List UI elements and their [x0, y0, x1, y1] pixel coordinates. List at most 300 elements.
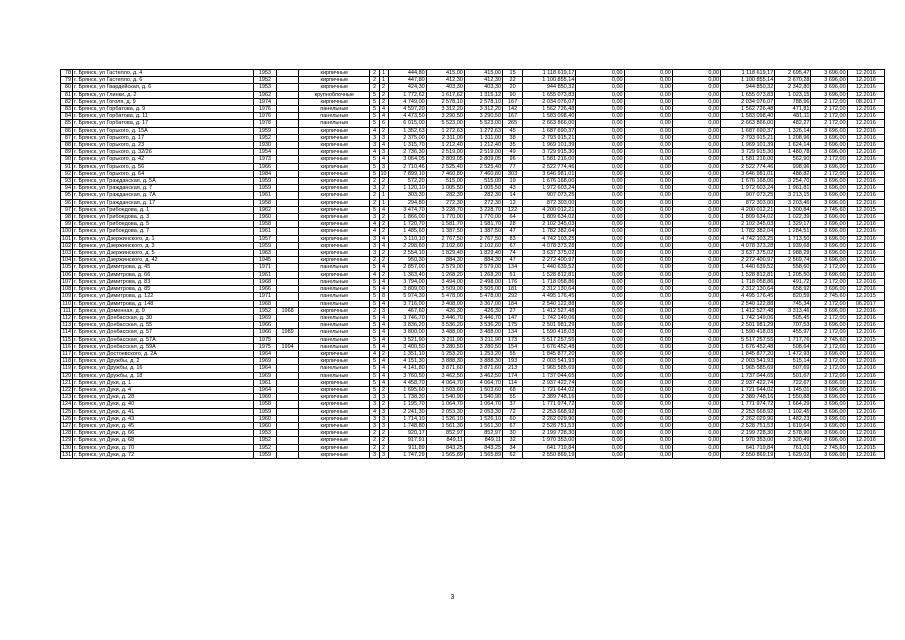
cell-year-reconstructed [277, 77, 299, 84]
cell-cost-per-sqm: 1 300,84 [775, 206, 811, 213]
cell-cost-col-15: 0,00 [672, 336, 720, 343]
cell-year-built: 1964 [253, 350, 276, 357]
cell-residents: 14 [503, 192, 523, 199]
cell-cost-col-14: 0,00 [624, 293, 672, 300]
cell-total-cost: 2 312 130,64 [721, 286, 775, 293]
cell-cost-col-13: 0,00 [576, 221, 624, 228]
cell-entrances: 2 [379, 178, 388, 185]
cell-floors: 3 [370, 185, 379, 192]
cell-residential-area: 2 579,00 [464, 264, 502, 271]
cell-cost-per-sqm: 1 326,14 [775, 127, 811, 134]
cell-year-reconstructed: 1968 [277, 307, 299, 314]
cell-residents: 34 [503, 444, 523, 451]
cell-living-area: 1 064,70 [426, 401, 464, 408]
cell-deadline: 12.2016 [847, 199, 884, 206]
cell-address: г. Брянск, ул Димитрова, д. 83 [73, 278, 254, 285]
cell-living-area: 2 102,60 [426, 242, 464, 249]
cell-total-cost: 1 970 353,00 [721, 437, 775, 444]
cell-cost-col-13: 0,00 [576, 77, 624, 84]
cell-repair-cost: 1 118 619,17 [523, 70, 576, 77]
cell-year-reconstructed [277, 134, 299, 141]
cell-residents: 37 [503, 401, 523, 408]
cell-address: г. Брянск, ул Гражданская, д. 5А [73, 178, 254, 185]
cell-limit-cost: 3 696,00 [811, 430, 847, 437]
cell-address: г. Брянск, ул Дуки, д. 4 [73, 386, 254, 393]
cell-residents: 45 [503, 127, 523, 134]
cell-row-number: 95 [61, 192, 73, 199]
cell-address: г. Брянск, ул Дуки, д. 1 [73, 379, 254, 386]
cell-floors: 5 [370, 98, 379, 105]
cell-cost-per-sqm: 1 472,93 [775, 350, 811, 357]
cell-total-cost: 3 729 915,30 [721, 149, 775, 156]
cell-row-number: 124 [62, 401, 72, 408]
cell-year-built: 1959 [253, 451, 276, 458]
cell-living-area: 3 408,00 [426, 300, 464, 307]
cell-cost-col-15: 0,00 [672, 170, 720, 177]
cell-wall-material: панельные [299, 293, 370, 300]
cell-wall-material: кирпичные [299, 235, 370, 242]
cell-address: г. Брянск, ул Гражданская, д. 7А [73, 192, 254, 199]
cell-entrances: 1 [379, 77, 388, 84]
cell-year-reconstructed: 1989 [277, 329, 299, 336]
cell-deadline: 12.2016 [847, 314, 884, 321]
cell-wall-material: кирпичные [299, 77, 370, 84]
cell-wall-material: кирпичные [299, 379, 370, 386]
table-row [61, 185, 885, 192]
cell-residential-area: 1 581,70 [464, 221, 502, 228]
cell-residential-area: 1 387,50 [464, 228, 502, 235]
table-row [61, 113, 885, 120]
cell-living-area: 272,30 [426, 199, 464, 206]
cell-residential-area: 426,30 [464, 307, 502, 314]
cell-total-cost: 1 412 527,48 [721, 307, 775, 314]
cell-entrances: 2 [379, 214, 388, 221]
cell-year-reconstructed [277, 106, 299, 113]
cell-total-area: 1 195,70 [388, 401, 426, 408]
cell-wall-material: кирпичные [299, 444, 370, 451]
cell-cost-per-sqm: 1 624,14 [775, 142, 811, 149]
cell-repair-cost: 1 809 634,02 [523, 214, 576, 221]
cell-row-number: 111 [61, 307, 73, 314]
cell-cost-col-14: 0,00 [624, 192, 672, 199]
cell-entrances: 4 [379, 343, 388, 350]
cell-total-area: 4 749,00 [388, 98, 426, 105]
table-row [61, 142, 885, 149]
cell-year-built: 1959 [253, 242, 276, 249]
cell-total-cost: 1 771 974,72 [721, 401, 775, 408]
cell-total-area: 2 375,00 [388, 134, 426, 141]
cell-row-number: 104 [62, 257, 72, 264]
cell-year-built: 1960 [253, 415, 276, 422]
cell-year-built: 1952 [253, 307, 276, 314]
cell-total-cost: 1 562 726,48 [721, 106, 775, 113]
cell-residents: 55 [503, 394, 523, 401]
cell-residents: 265 [503, 120, 523, 127]
cell-wall-material: кирпичные [299, 134, 370, 141]
cell-total-cost: 641 719,84 [721, 444, 775, 451]
cell-residents: 32 [503, 437, 523, 444]
cell-repair-cost: 907 073,25 [523, 192, 576, 199]
cell-floors: 5 [370, 329, 379, 336]
cell-deadline: 12.2016 [847, 84, 884, 91]
cell-deadline: 12.2016 [847, 322, 884, 329]
cell-residents: 174 [503, 372, 523, 379]
cell-residents: 12 [503, 199, 523, 206]
cell-repair-cost: 1 440 639,52 [523, 264, 576, 271]
cell-cost-per-sqm: 562,90 [775, 156, 811, 163]
cell-total-area: 447,80 [388, 77, 426, 84]
cell-cost-col-14: 0,00 [624, 350, 672, 357]
cell-entrances: 4 [379, 314, 388, 321]
cell-repair-cost: 1 969 101,39 [523, 142, 576, 149]
cell-cost-col-13: 0,00 [576, 120, 624, 127]
cell-repair-cost: 3 646 981,01 [523, 170, 576, 177]
cell-limit-cost: 2 745,60 [811, 206, 847, 213]
cell-cost-per-sqm: 1 208,96 [775, 134, 811, 141]
cell-cost-col-13: 0,00 [576, 278, 624, 285]
cell-floors: 5 [370, 170, 379, 177]
table-row [61, 350, 885, 357]
cell-limit-cost: 3 696,00 [811, 149, 847, 156]
cell-year-built: 1961 [253, 228, 276, 235]
cell-cost-col-14: 0,00 [624, 415, 672, 422]
cell-address: г. Брянск, ул Горького, д. 17 [73, 134, 254, 141]
cell-total-area: 1 315,70 [388, 142, 426, 149]
cell-total-cost: 1 721 644,02 [721, 386, 775, 393]
cell-wall-material: кирпичные [299, 185, 370, 192]
cell-entrances: 3 [379, 451, 388, 458]
cell-cost-col-14: 0,00 [624, 235, 672, 242]
cell-residents: 83 [503, 235, 523, 242]
cell-year-reconstructed [277, 113, 299, 120]
cell-total-cost: 2 793 915,21 [721, 134, 775, 141]
cell-living-area: 2 519,00 [426, 149, 464, 156]
table-row [61, 214, 885, 221]
cell-residential-area: 3 211,90 [464, 336, 502, 343]
cell-cost-col-14: 0,00 [624, 451, 672, 458]
cell-entrances: 4 [379, 106, 388, 113]
cell-residential-area: 1 565,89 [464, 451, 502, 458]
cell-year-reconstructed [277, 257, 299, 264]
cell-cost-per-sqm: 1 023,15 [775, 91, 811, 98]
cell-cost-col-13: 0,00 [576, 206, 624, 213]
cell-wall-material: панельные [299, 365, 370, 372]
cell-limit-cost: 3 696,00 [811, 228, 847, 235]
cell-repair-cost: 2 272 400,97 [523, 257, 576, 264]
cell-year-built: 1959 [253, 185, 276, 192]
cell-floors: 2 [370, 192, 379, 199]
cell-year-built: 1953 [253, 430, 276, 437]
cell-total-area: 4 151,30 [388, 358, 426, 365]
cell-living-area: 1 581,70 [426, 221, 464, 228]
cell-limit-cost: 2 172,00 [811, 343, 847, 350]
cell-total-cost: 1 969 101,39 [721, 142, 775, 149]
cell-residential-area: 852,97 [464, 430, 502, 437]
cell-total-area: 4 473,50 [388, 113, 426, 120]
cell-year-reconstructed [277, 264, 299, 271]
cell-cost-per-sqm: 788,96 [775, 98, 811, 105]
cell-row-number: 122 [62, 386, 72, 393]
cell-year-reconstructed [277, 70, 299, 77]
cell-repair-cost: 2 528 751,53 [523, 422, 576, 429]
cell-residential-area: 272,30 [464, 199, 502, 206]
cell-cost-col-13: 0,00 [576, 415, 624, 422]
cell-cost-col-15: 0,00 [672, 185, 720, 192]
cell-row-number: 128 [62, 430, 72, 437]
cell-cost-per-sqm: 2 320,49 [775, 437, 811, 444]
cell-row-number: 98 [61, 214, 73, 221]
cell-floors: 3 [370, 422, 379, 429]
cell-year-reconstructed: 1994 [277, 343, 299, 350]
cell-cost-per-sqm: 2 569,74 [775, 257, 811, 264]
cell-cost-col-15: 0,00 [672, 365, 720, 372]
cell-cost-col-15: 0,00 [672, 250, 720, 257]
cell-cost-col-14: 0,00 [624, 91, 672, 98]
cell-floors: 5 [370, 343, 379, 350]
cell-cost-col-15: 0,00 [672, 415, 720, 422]
cell-floors: 2 [370, 178, 379, 185]
cell-floors: 2 [370, 84, 379, 91]
cell-entrances: 3 [379, 307, 388, 314]
cell-address: г. Брянск, ул Дружбы, д. 16 [73, 365, 254, 372]
cell-cost-col-14: 0,00 [624, 286, 672, 293]
cell-cost-col-14: 0,00 [624, 98, 672, 105]
cell-row-number: 123 [62, 394, 72, 401]
cell-wall-material: кирпичные [299, 149, 370, 156]
cell-cost-col-14: 0,00 [624, 300, 672, 307]
cell-repair-cost: 2 501 981,29 [523, 322, 576, 329]
cell-row-number: 127 [62, 422, 72, 429]
cell-living-area: 3 488,00 [426, 329, 464, 336]
cell-repair-cost: 2 522 774,46 [523, 163, 576, 170]
cell-entrances: 3 [379, 422, 388, 429]
cell-wall-material: кирпичные [299, 214, 370, 221]
cell-cost-col-13: 0,00 [576, 170, 624, 177]
cell-cost-per-sqm: 471,81 [775, 106, 811, 113]
cell-repair-cost: 2 937 422,74 [523, 379, 576, 386]
cell-floors: 4 [370, 408, 379, 415]
cell-limit-cost: 3 696,00 [811, 91, 847, 98]
cell-cost-per-sqm: 1 939,68 [775, 242, 811, 249]
cell-cost-col-15: 0,00 [672, 91, 720, 98]
table-row [61, 206, 885, 213]
cell-total-cost: 2 253 668,92 [721, 408, 775, 415]
cell-cost-per-sqm: 507,69 [775, 365, 811, 372]
cell-row-number: 81 [61, 91, 73, 98]
cell-wall-material: кирпичные [299, 228, 370, 235]
cell-cost-col-15: 0,00 [672, 350, 720, 357]
cell-residential-area: 2 102,60 [464, 242, 502, 249]
cell-year-built: 1966 [253, 329, 276, 336]
cell-total-cost: 4 495 176,45 [721, 293, 775, 300]
cell-entrances: 2 [379, 91, 388, 98]
table-row [61, 77, 885, 84]
cell-residential-area: 884,30 [464, 257, 502, 264]
cell-deadline: 12.2016 [847, 142, 884, 149]
cell-repair-cost: 1 965 585,69 [523, 365, 576, 372]
cell-living-area: 849,11 [426, 437, 464, 444]
cell-residential-area: 3 888,30 [464, 358, 502, 365]
cell-residential-area: 1 315,12 [464, 91, 502, 98]
cell-entrances: 2 [379, 228, 388, 235]
cell-repair-cost: 1 528 812,81 [523, 271, 576, 278]
cell-total-area: 2 554,10 [388, 250, 426, 257]
cell-total-cost: 2 389 748,16 [721, 394, 775, 401]
cell-entrances: 4 [379, 235, 388, 242]
cell-total-area: 2 241,30 [388, 408, 426, 415]
cell-living-area: 515,00 [426, 178, 464, 185]
cell-limit-cost: 3 696,00 [811, 70, 847, 77]
cell-total-area: 303,30 [388, 192, 426, 199]
cell-living-area: 5 523,00 [426, 120, 464, 127]
cell-floors: 3 [370, 394, 379, 401]
cell-limit-cost: 2 172,00 [811, 372, 847, 379]
cell-cost-col-14: 0,00 [624, 127, 672, 134]
cell-cost-per-sqm: 2 342,80 [775, 84, 811, 91]
cell-row-number: 112 [62, 314, 72, 321]
cell-total-area: 2 736,30 [388, 149, 426, 156]
table-row [61, 300, 885, 307]
cell-year-reconstructed [277, 178, 299, 185]
cell-entrances: 2 [379, 98, 388, 105]
cell-deadline: 12.2016 [847, 430, 884, 437]
cell-total-cost: 1 845 877,20 [721, 350, 775, 357]
cell-cost-col-13: 0,00 [576, 307, 624, 314]
cell-year-reconstructed [277, 221, 299, 228]
cell-repair-cost: 4 200 012,21 [523, 206, 576, 213]
cell-repair-cost: 1 590 418,03 [523, 329, 576, 336]
cell-residential-area: 3 488,00 [464, 329, 502, 336]
cell-residential-area: 1 268,20 [464, 271, 502, 278]
table-row [61, 235, 885, 242]
cell-deadline: 12.2016 [847, 350, 884, 357]
cell-cost-col-14: 0,00 [624, 170, 672, 177]
cell-year-built: 1969 [253, 372, 276, 379]
cell-cost-col-13: 0,00 [576, 422, 624, 429]
cell-living-area: 3 312,20 [426, 106, 464, 113]
cell-floors: 3 [370, 142, 379, 149]
cell-year-reconstructed [277, 271, 299, 278]
cell-cost-col-14: 0,00 [624, 113, 672, 120]
cell-cost-col-15: 0,00 [672, 134, 720, 141]
cell-floors: 5 [370, 379, 379, 386]
cell-total-cost: 1 440 639,52 [721, 264, 775, 271]
cell-wall-material: кирпичные [299, 250, 370, 257]
cell-cost-per-sqm: 2 578,90 [775, 430, 811, 437]
cell-floors: 5 [370, 120, 379, 127]
cell-cost-col-14: 0,00 [624, 106, 672, 113]
cell-cost-col-14: 0,00 [624, 329, 672, 336]
cell-cost-col-13: 0,00 [576, 257, 624, 264]
cell-floors: 5 [370, 358, 379, 365]
cell-entrances: 2 [379, 221, 388, 228]
cell-entrances: 2 [379, 350, 388, 357]
cell-year-reconstructed [277, 278, 299, 285]
cell-cost-col-14: 0,00 [624, 77, 672, 84]
cell-deadline: 12.2016 [847, 422, 884, 429]
cell-total-area: 1 485,60 [388, 228, 426, 235]
cell-cost-col-14: 0,00 [624, 257, 672, 264]
cell-wall-material: кирпичные [299, 178, 370, 185]
cell-limit-cost: 2 172,00 [811, 156, 847, 163]
cell-row-number: 99 [61, 221, 73, 228]
cell-limit-cost: 3 696,00 [811, 235, 847, 242]
cell-floors: 4 [370, 271, 379, 278]
cell-cost-col-15: 0,00 [672, 278, 720, 285]
cell-residential-area: 2 053,30 [464, 408, 502, 415]
cell-cost-col-13: 0,00 [576, 372, 624, 379]
cell-entrances: 2 [379, 430, 388, 437]
cell-row-number: 90 [61, 156, 73, 163]
cell-cost-col-15: 0,00 [672, 264, 720, 271]
cell-cost-per-sqm: 1 329,17 [775, 221, 811, 228]
cell-residents: 47 [503, 257, 523, 264]
cell-cost-col-15: 0,00 [672, 372, 720, 379]
cell-limit-cost: 2 745,60 [811, 293, 847, 300]
cell-cost-col-14: 0,00 [624, 358, 672, 365]
cell-living-area: 1 561,30 [426, 422, 464, 429]
cell-wall-material: кирпичные [299, 451, 370, 458]
cell-floors: 2 [370, 307, 379, 314]
cell-cost-col-15: 0,00 [672, 444, 720, 451]
cell-total-cost: 2 199 728,30 [721, 430, 775, 437]
cell-residential-area: 1 064,70 [464, 401, 502, 408]
cell-total-cost: 4 078 373,28 [721, 242, 775, 249]
cell-living-area: 2 578,10 [426, 98, 464, 105]
cell-cost-col-14: 0,00 [624, 185, 672, 192]
cell-limit-cost: 2 172,00 [811, 314, 847, 321]
cell-cost-per-sqm: 505,45 [775, 314, 811, 321]
cell-row-number: 93 [61, 178, 73, 185]
cell-residents: 19 [503, 178, 523, 185]
cell-year-reconstructed [277, 142, 299, 149]
table-row [61, 163, 885, 170]
cell-address: г. Брянск, ул Гражданская, д. 17 [73, 199, 254, 206]
cell-repair-cost: 2 663 866,00 [523, 120, 576, 127]
cell-floors: 5 [370, 106, 379, 113]
cell-cost-col-15: 0,00 [672, 242, 720, 249]
cell-cost-per-sqm: 481,11 [775, 113, 811, 120]
cell-residential-area: 2 767,50 [464, 235, 502, 242]
cell-deadline: 12.2016 [847, 221, 884, 228]
cell-residents: 147 [503, 314, 523, 321]
cell-residents: 90 [503, 91, 523, 98]
cell-year-built: 1973 [253, 156, 276, 163]
cell-wall-material: кирпичные [299, 163, 370, 170]
cell-row-number: 105 [62, 264, 72, 271]
cell-deadline: 12.2016 [847, 437, 884, 444]
cell-total-area: 3 521,90 [388, 336, 426, 343]
cell-cost-col-14: 0,00 [624, 394, 672, 401]
cell-cost-col-13: 0,00 [576, 134, 624, 141]
cell-total-cost: 1 809 634,02 [721, 214, 775, 221]
cell-cost-per-sqm: 1 550,88 [775, 394, 811, 401]
cell-residents: 167 [503, 98, 523, 105]
table-row [61, 250, 885, 257]
cell-cost-col-15: 0,00 [672, 293, 720, 300]
cell-cost-col-13: 0,00 [576, 250, 624, 257]
cell-deadline: 12.2016 [847, 127, 884, 134]
table-row [61, 84, 885, 91]
cell-total-area: 1 772,62 [388, 91, 426, 98]
cell-address: г. Брянск, ул Горького, д. 15А [73, 127, 254, 134]
cell-total-cost: 4 742 103,25 [721, 235, 775, 242]
cell-living-area: 2 579,00 [426, 264, 464, 271]
cell-row-number: 113 [62, 322, 72, 329]
cell-wall-material: панельные [299, 300, 370, 307]
cell-residents: 175 [503, 322, 523, 329]
cell-total-cost: 2 937 422,74 [721, 379, 775, 386]
